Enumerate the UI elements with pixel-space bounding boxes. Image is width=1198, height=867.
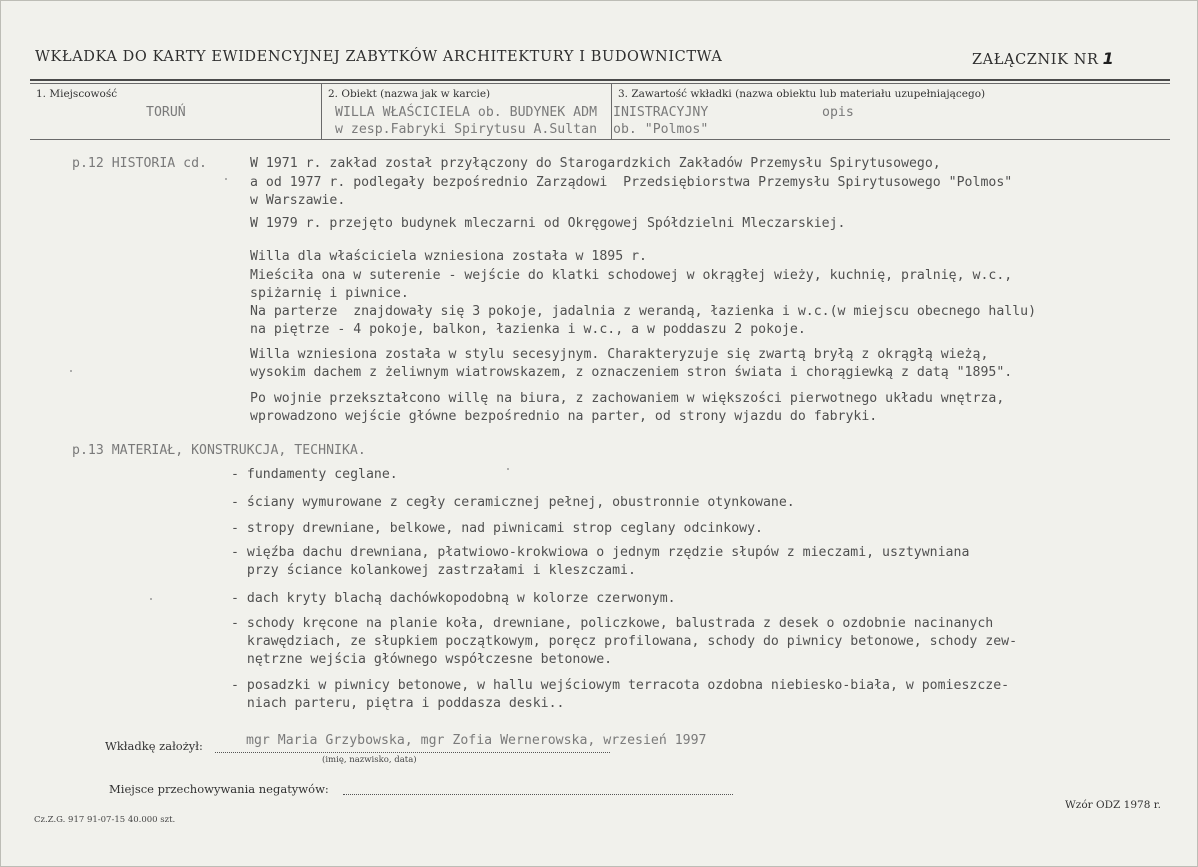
history-line: Mieściła ona w suterenie - wejście do klatki schodowej w okrągłej wieży, kuchnię, pralnię, w.c., bbox=[250, 268, 1013, 283]
scan-speck bbox=[70, 370, 72, 372]
author-hint: (imię, nazwisko, data) bbox=[322, 755, 417, 765]
history-line: w Warszawie. bbox=[250, 193, 346, 208]
materials-item: przy ściance kolankowej zastrzałami i kleszczami. bbox=[231, 563, 636, 578]
content-value-line-1: INISTRACYJNY bbox=[613, 105, 709, 120]
author-value: mgr Maria Grzybowska, mgr Zofia Wernerowska, wrzesień 1997 bbox=[246, 733, 707, 748]
materials-item: krawędziach, ze słupkiem początkowym, poręcz profilowana, schody do piwnicy betonowe, schody zew- bbox=[231, 634, 1018, 649]
header-rule-top bbox=[30, 79, 1170, 81]
object-value-line-2: w zesp.Fabryki Spirytusu A.Sultan bbox=[335, 122, 598, 137]
materials-item: - fundamenty ceglane. bbox=[231, 467, 398, 482]
history-line: Willa dla właściciela wzniesiona została w 1895 r. bbox=[250, 249, 647, 264]
negatives-dotted-line bbox=[343, 794, 733, 795]
form-pattern: Wzór ODZ 1978 r. bbox=[1065, 799, 1161, 811]
locality-label: 1. Miejscowość bbox=[36, 88, 118, 100]
field-divider-2 bbox=[611, 83, 612, 139]
header-rule-bottom bbox=[30, 139, 1170, 140]
history-line: W 1971 r. zakład został przyłączony do Starogardzkich Zakładów Przemysłu Spirytusowego, bbox=[250, 156, 941, 171]
materials-item: niach parteru, piętra i poddasza deski.. bbox=[231, 696, 565, 711]
materials-item: - schody kręcone na planie koła, drewniane, policzkowe, balustrada z desek o ozdobnie nacinanych bbox=[231, 616, 994, 631]
materials-heading: p.13 MATERIAŁ, KONSTRUKCJA, TECHNIKA. bbox=[72, 443, 366, 458]
history-line: a od 1977 r. podlegały bezpośrednio Zarządowi Przedsiębiorstwa Przemysłu Spirytusowego "Polmos" bbox=[250, 175, 1013, 190]
header-rule-top-thin bbox=[30, 83, 1170, 84]
materials-item: - dach kryty blachą dachówkopodobną w kolorze czerwonym. bbox=[231, 591, 676, 606]
locality-value: TORUŃ bbox=[146, 105, 186, 120]
author-dotted-line bbox=[215, 752, 610, 753]
history-line: Po wojnie przekształcono willę na biura, z zachowaniem w większości pierwotnego układu wnętrza, bbox=[250, 391, 1005, 406]
history-line: Willa wzniesiona została w stylu secesyjnym. Charakteryzuje się zwartą bryłą z okrągłą wieżą, bbox=[250, 347, 989, 362]
content-label: 3. Zawartość wkładki (nazwa obiektu lub materiału uzupełniającego) bbox=[618, 88, 986, 100]
object-value-line-1: WILLA WŁAŚCICIELA ob. BUDYNEK ADM bbox=[335, 105, 598, 120]
form-title: WKŁADKA DO KARTY EWIDENCYJNEJ ZABYTKÓW ARCHITEKTURY I BUDOWNICTWA bbox=[35, 49, 723, 65]
history-heading: p.12 HISTORIA cd. bbox=[72, 156, 207, 171]
history-line: wysokim dachem z żeliwnym wiatrowskazem, z oznaczeniem stron świata i chorągiewką z datą "1895". bbox=[250, 365, 1013, 380]
materials-item: - ściany wymurowane z cegły ceramicznej pełnej, obustronnie otynkowane. bbox=[231, 495, 795, 510]
negatives-label: Miejsce przechowywania negatywów: bbox=[109, 782, 329, 796]
annex-label: ZAŁĄCZNIK NR bbox=[972, 52, 1099, 68]
history-line: na piętrze - 4 pokoje, balkon, łazienka i w.c., a w poddaszu 2 pokoje. bbox=[250, 322, 806, 337]
author-label: Wkładkę założył: bbox=[105, 739, 203, 753]
scan-speck bbox=[225, 178, 227, 180]
annex-number: 1 bbox=[1102, 49, 1115, 68]
content-value-opis: opis bbox=[822, 105, 854, 120]
materials-item: - posadzki w piwnicy betonowe, w hallu wejściowym terracota ozdobna niebiesko-biała, w pomieszcze- bbox=[231, 678, 1010, 693]
materials-item: - stropy drewniane, belkowe, nad piwnicami strop ceglany odcinkowy. bbox=[231, 521, 763, 536]
history-line: spiżarnię i piwnice. bbox=[250, 286, 409, 301]
history-line: Na parterze znajdowały się 3 pokoje, jadalnia z werandą, łazienka i w.c.(w miejscu obecnego hallu) bbox=[250, 304, 1037, 319]
annex-marker bbox=[972, 49, 1114, 68]
object-label: 2. Obiekt (nazwa jak w karcie) bbox=[328, 88, 491, 100]
print-code: Cz.Z.G. 917 91-07-15 40.000 szt. bbox=[34, 815, 176, 825]
field-divider-1 bbox=[321, 83, 322, 139]
scan-speck bbox=[150, 598, 152, 600]
materials-item: nętrzne wejścia głównego współczesne betonowe. bbox=[231, 652, 613, 667]
history-line: W 1979 r. przejęto budynek mleczarni od Okręgowej Spółdzielni Mleczarskiej. bbox=[250, 216, 846, 231]
history-line: wprowadzono wejście główne bezpośrednio na parter, od strony wjazdu do fabryki. bbox=[250, 409, 878, 424]
scan-speck bbox=[507, 468, 509, 470]
content-value-line-2: ob. "Polmos" bbox=[613, 122, 709, 137]
materials-item: - więźba dachu drewniana, płatwiowo-krokwiowa o jednym rzędzie słupów z mieczami, usztywniana bbox=[231, 545, 970, 560]
